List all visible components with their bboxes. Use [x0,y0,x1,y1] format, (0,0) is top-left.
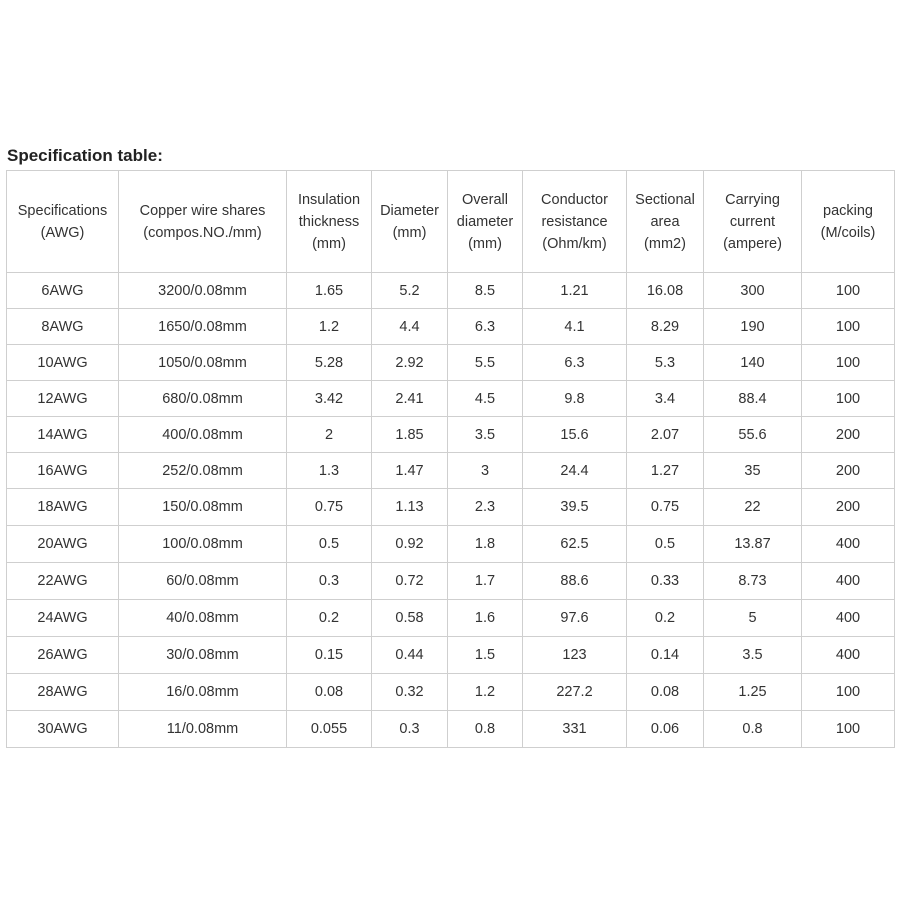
cell-packing: 400 [802,600,895,637]
specification-table [6,170,895,748]
cell-copper-shares: 30/0.08mm [119,637,287,674]
cell-insulation: 1.65 [287,273,372,309]
cell-copper-shares: 3200/0.08mm [119,273,287,309]
cell-packing: 100 [802,273,895,309]
cell-copper-shares: 1650/0.08mm [119,309,287,345]
cell-overall-diameter: 8.5 [448,273,523,309]
cell-insulation: 5.28 [287,345,372,381]
cell-resistance: 123 [523,637,627,674]
cell-insulation: 2 [287,417,372,453]
cell-copper-shares: 252/0.08mm [119,453,287,489]
cell-copper-shares: 150/0.08mm [119,489,287,526]
cell-awg: 22AWG [7,563,119,600]
cell-resistance: 9.8 [523,381,627,417]
cell-diameter: 0.32 [372,674,448,711]
cell-awg: 8AWG [7,309,119,345]
header-specifications: Specifications (AWG) [7,171,119,273]
header-overall-diameter: Overall diameter (mm) [448,171,523,273]
table-row [7,273,895,309]
cell-resistance: 227.2 [523,674,627,711]
cell-awg: 10AWG [7,345,119,381]
cell-awg: 26AWG [7,637,119,674]
cell-diameter: 1.85 [372,417,448,453]
cell-resistance: 62.5 [523,526,627,563]
header-copper-wire-shares: Copper wire shares (compos.NO./mm) [119,171,287,273]
cell-overall-diameter: 3 [448,453,523,489]
table-row [7,637,895,674]
cell-current: 190 [704,309,802,345]
cell-current: 1.25 [704,674,802,711]
cell-insulation: 0.5 [287,526,372,563]
table-row [7,453,895,489]
cell-sectional-area: 8.29 [627,309,704,345]
cell-insulation: 1.2 [287,309,372,345]
cell-insulation: 3.42 [287,381,372,417]
cell-overall-diameter: 3.5 [448,417,523,453]
cell-current: 22 [704,489,802,526]
cell-current: 300 [704,273,802,309]
cell-copper-shares: 60/0.08mm [119,563,287,600]
cell-sectional-area: 0.06 [627,711,704,748]
cell-resistance: 15.6 [523,417,627,453]
cell-overall-diameter: 1.6 [448,600,523,637]
cell-packing: 100 [802,674,895,711]
cell-sectional-area: 1.27 [627,453,704,489]
cell-insulation: 0.08 [287,674,372,711]
header-carrying-current: Carrying current (ampere) [704,171,802,273]
cell-awg: 16AWG [7,453,119,489]
cell-packing: 100 [802,309,895,345]
cell-sectional-area: 0.75 [627,489,704,526]
cell-awg: 12AWG [7,381,119,417]
table-row [7,563,895,600]
cell-copper-shares: 16/0.08mm [119,674,287,711]
cell-insulation: 0.2 [287,600,372,637]
cell-overall-diameter: 5.5 [448,345,523,381]
cell-current: 0.8 [704,711,802,748]
cell-packing: 100 [802,345,895,381]
cell-sectional-area: 3.4 [627,381,704,417]
header-sectional-area: Sectional area (mm2) [627,171,704,273]
cell-diameter: 0.58 [372,600,448,637]
cell-awg: 30AWG [7,711,119,748]
table-row [7,489,895,526]
table-row [7,417,895,453]
cell-awg: 24AWG [7,600,119,637]
cell-packing: 400 [802,637,895,674]
cell-diameter: 0.72 [372,563,448,600]
cell-sectional-area: 2.07 [627,417,704,453]
cell-copper-shares: 100/0.08mm [119,526,287,563]
cell-resistance: 24.4 [523,453,627,489]
table-row [7,345,895,381]
cell-copper-shares: 11/0.08mm [119,711,287,748]
cell-current: 55.6 [704,417,802,453]
cell-packing: 200 [802,417,895,453]
header-diameter: Diameter (mm) [372,171,448,273]
cell-packing: 200 [802,489,895,526]
cell-overall-diameter: 2.3 [448,489,523,526]
cell-diameter: 5.2 [372,273,448,309]
table-row [7,381,895,417]
cell-overall-diameter: 1.7 [448,563,523,600]
cell-insulation: 0.15 [287,637,372,674]
cell-resistance: 6.3 [523,345,627,381]
cell-awg: 28AWG [7,674,119,711]
cell-copper-shares: 680/0.08mm [119,381,287,417]
cell-diameter: 2.92 [372,345,448,381]
cell-current: 13.87 [704,526,802,563]
cell-sectional-area: 0.5 [627,526,704,563]
cell-overall-diameter: 4.5 [448,381,523,417]
cell-current: 8.73 [704,563,802,600]
cell-packing: 100 [802,381,895,417]
cell-insulation: 0.75 [287,489,372,526]
specification-table-title: Specification table: [7,146,163,165]
cell-current: 35 [704,453,802,489]
cell-resistance: 39.5 [523,489,627,526]
cell-current: 88.4 [704,381,802,417]
header-conductor-resistance: Conductor resistance (Ohm/km) [523,171,627,273]
cell-overall-diameter: 6.3 [448,309,523,345]
cell-sectional-area: 0.14 [627,637,704,674]
cell-packing: 200 [802,453,895,489]
cell-awg: 18AWG [7,489,119,526]
table-row [7,711,895,748]
cell-packing: 100 [802,711,895,748]
cell-overall-diameter: 1.2 [448,674,523,711]
cell-overall-diameter: 1.5 [448,637,523,674]
cell-awg: 6AWG [7,273,119,309]
cell-diameter: 2.41 [372,381,448,417]
table-row [7,600,895,637]
cell-diameter: 0.44 [372,637,448,674]
cell-copper-shares: 1050/0.08mm [119,345,287,381]
cell-resistance: 1.21 [523,273,627,309]
cell-overall-diameter: 0.8 [448,711,523,748]
cell-packing: 400 [802,563,895,600]
cell-current: 140 [704,345,802,381]
cell-sectional-area: 5.3 [627,345,704,381]
cell-insulation: 0.055 [287,711,372,748]
cell-current: 5 [704,600,802,637]
cell-diameter: 1.47 [372,453,448,489]
cell-resistance: 97.6 [523,600,627,637]
cell-current: 3.5 [704,637,802,674]
table-row [7,526,895,563]
cell-diameter: 1.13 [372,489,448,526]
cell-sectional-area: 0.08 [627,674,704,711]
cell-resistance: 88.6 [523,563,627,600]
cell-resistance: 331 [523,711,627,748]
cell-insulation: 0.3 [287,563,372,600]
cell-resistance: 4.1 [523,309,627,345]
header-packing: packing (M/coils) [802,171,895,273]
cell-awg: 20AWG [7,526,119,563]
cell-copper-shares: 40/0.08mm [119,600,287,637]
cell-sectional-area: 0.2 [627,600,704,637]
table-row [7,674,895,711]
header-insulation-thickness: Insulation thickness (mm) [287,171,372,273]
cell-copper-shares: 400/0.08mm [119,417,287,453]
table-header-row [7,171,895,273]
cell-awg: 14AWG [7,417,119,453]
cell-insulation: 1.3 [287,453,372,489]
cell-diameter: 0.3 [372,711,448,748]
cell-diameter: 0.92 [372,526,448,563]
cell-packing: 400 [802,526,895,563]
table-row [7,309,895,345]
cell-diameter: 4.4 [372,309,448,345]
cell-sectional-area: 16.08 [627,273,704,309]
cell-sectional-area: 0.33 [627,563,704,600]
cell-overall-diameter: 1.8 [448,526,523,563]
